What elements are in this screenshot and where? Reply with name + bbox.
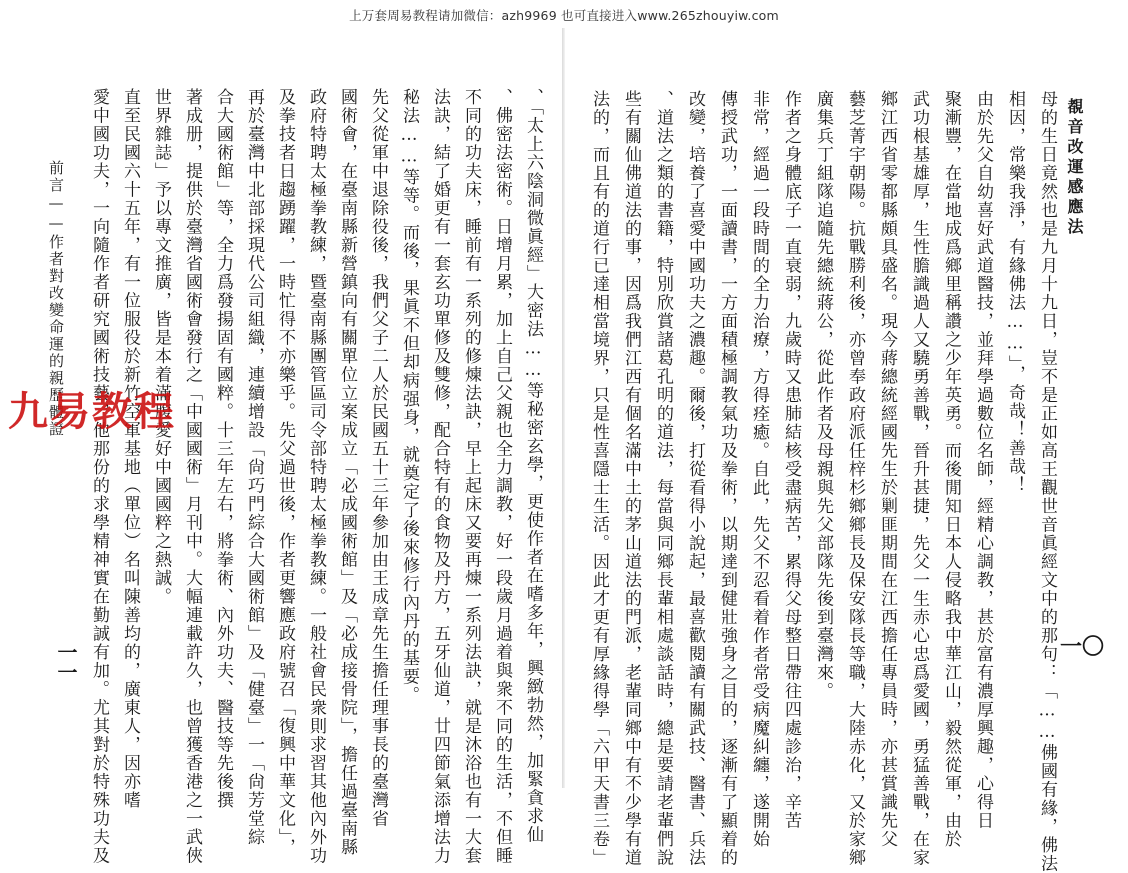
right-page-text-column: 藝芝菁宇朝陽。抗戰勝利後，亦曾奉政府派任梓杉鄉鄉長及保安隊長等職，大陸赤化，又於家鄉 <box>845 90 865 867</box>
left-page-text-column: 不同的功夫床，睡前有一系列的修煉法訣，早上起床又要再煉一系列法訣，就是沐浴也有一大套 <box>461 88 481 865</box>
right-page-text-column: 、道法之類的書籍，特別欣賞諸葛孔明的道法，每當與同鄉長輩相處談話時，總是要請老輩們說 <box>653 90 673 867</box>
right-page-text-column: 武功根基雄厚，生性膽識過人又驍勇善戰，晉升甚捷，先父一生赤心忠爲愛國，勇猛善戰，在家 <box>909 90 929 867</box>
left-page-text-column: 著成册，提供於臺灣省國術會發行之「中國國術」月刊中。大幅連載許久，也曾獲香港之一武俠 <box>182 88 202 865</box>
left-page-text-column: 法訣，結了婚更有一套玄功單修及雙修，配合特有的食物及丹方，五牙仙道，廿四節氣添增法力 <box>430 88 450 865</box>
page-gutter <box>562 28 565 788</box>
left-page-text-column: 愛中國功夫，一向隨作者研究國術技藝，他那份的求學精神實在勤誠有加。尤其對於特殊功夫及 <box>89 88 109 865</box>
left-page <box>40 30 560 865</box>
right-page-text-column: 法的，而且有的道行已達相當境界，只是性喜隱士生活。因此才更有厚緣得學「六甲天書三卷」 <box>589 90 609 867</box>
left-page-text-column: 國術會，在臺南縣新營鎮向有關單位立案成立「必成國術館」及「必成接骨院」，擔任過臺南縣 <box>337 88 357 857</box>
watermark-logo: 九易教程 <box>8 389 176 435</box>
left-page-text-column: 先父從軍中退除役後，我們父子二人於民國五十三年參加由王成章先生擔任理事長的臺灣省 <box>368 88 388 828</box>
section-title: 覩音改運感應法 <box>1065 98 1084 238</box>
right-page-text-column: 由於先父自幼喜好武道醫技，並拜學過數位名師，經精心調教，甚於富有濃厚興趣，心得日 <box>973 90 993 830</box>
header-banner: 上万套周易教程请加微信：azh9969 也可直接进入www.265zhouyiw.com <box>349 8 779 23</box>
left-page-text-column: 及拳技者日趨踴躍，一時忙得不亦樂乎。先父過世後，作者更響應政府號召「復興中華文化」， <box>275 88 295 857</box>
right-page-text-column: 改變，培養了喜愛中國功夫之濃趣。爾後，打從看得小說起，最喜歡閱讀有關武技、醫書、兵法 <box>685 90 705 867</box>
right-page-text-column: 母的生日竟然也是九月十九日，豈不是正如高王觀世音眞經文中的那句：「……佛國有緣，佛法 <box>1037 90 1057 873</box>
right-page-text-column: 聚漸豐，在當地成爲鄉里稱讚之少年英勇。而後閒知日本人侵略我中華江山，毅然從軍，由於 <box>941 90 961 849</box>
right-page-text-column: 傳授武功，一面讀書，一方面積極調教氣功及拳術，以期達到健壯強身之目的，逐漸有了顯着的 <box>717 90 737 867</box>
left-page-text-column: 、「太上六陰洞微眞經」大密法……等秘密玄學，更使作者在嗜多年，興緻勃然，加緊貪求仙 <box>523 88 543 844</box>
right-page-text-column: 鄉江西省零都縣頗具盛名。現今蔣總統經國先生於剿匪期間在江西擔任專員時，亦甚賞識先父 <box>877 90 897 849</box>
left-page-text-column: 政府特聘太極拳教練，暨臺南縣團管區司令部特聘太極拳教練。一般社會民衆則求習其他內外功 <box>306 88 326 865</box>
right-page-text-column: 非常，經過一段時間的全力治療，方得痊癒。自此，先父不忍看着作者常受病魔糾纏，遂開始 <box>749 90 769 849</box>
right-page <box>568 30 1118 873</box>
left-page-text-column: 合大國術館」等，全力爲發揚固有國粹。十三年左右，將拳術、內外功夫、醫技等先後撰 <box>213 88 233 810</box>
running-head: 前言——作者對改變命運的親歷體證 <box>47 160 65 438</box>
right-page-text-column: 相因，常樂我淨，有緣佛法……」，奇哉！善哉！ <box>1005 90 1025 495</box>
left-page-text-column: 世界雜誌」予以專文推廣，皆是本着滿腹愛好中國國粹之熱誠。 <box>151 88 171 606</box>
left-page-text-column: 秘法……等等。而後，果眞不但却病强身，就奠定了後來修行內丹的基要。 <box>399 88 419 705</box>
right-page-text-column: 作者之身體底子一直衰弱，九歲時又患肺結核受盡病苦，累得父母整日帶往四處診治，辛苦 <box>781 90 801 830</box>
right-page-text-column: 些有關仙佛道法的事，因爲我們江西有個名滿中土的茅山道法的門派，老輩同鄉中有不少學有道 <box>621 90 641 867</box>
left-page-text-column: 、佛密法密術。日增月累，加上自己父親也全力調教，好一段歲月過着與衆不同的生活，不但睡 <box>492 88 512 865</box>
left-page-text-column: 再於臺灣中北部採現代公司組織，連續增設「尙巧門綜合大國術館」及「健臺」一「尙芳堂綜 <box>244 88 264 847</box>
page-number-right: 一〇 <box>1059 634 1104 660</box>
right-page-text-column: 廣集兵丁組隊追隨先總統蔣公，從此作者及母親與先父部隊先後到臺灣來。 <box>813 90 833 701</box>
left-page-text-column: 直至民國六十五年，有一位服役於新竹空軍基地（單位）名叫陳善均的，廣東人，因亦嗜 <box>120 88 140 810</box>
page-number-left: 一一 <box>54 642 78 682</box>
